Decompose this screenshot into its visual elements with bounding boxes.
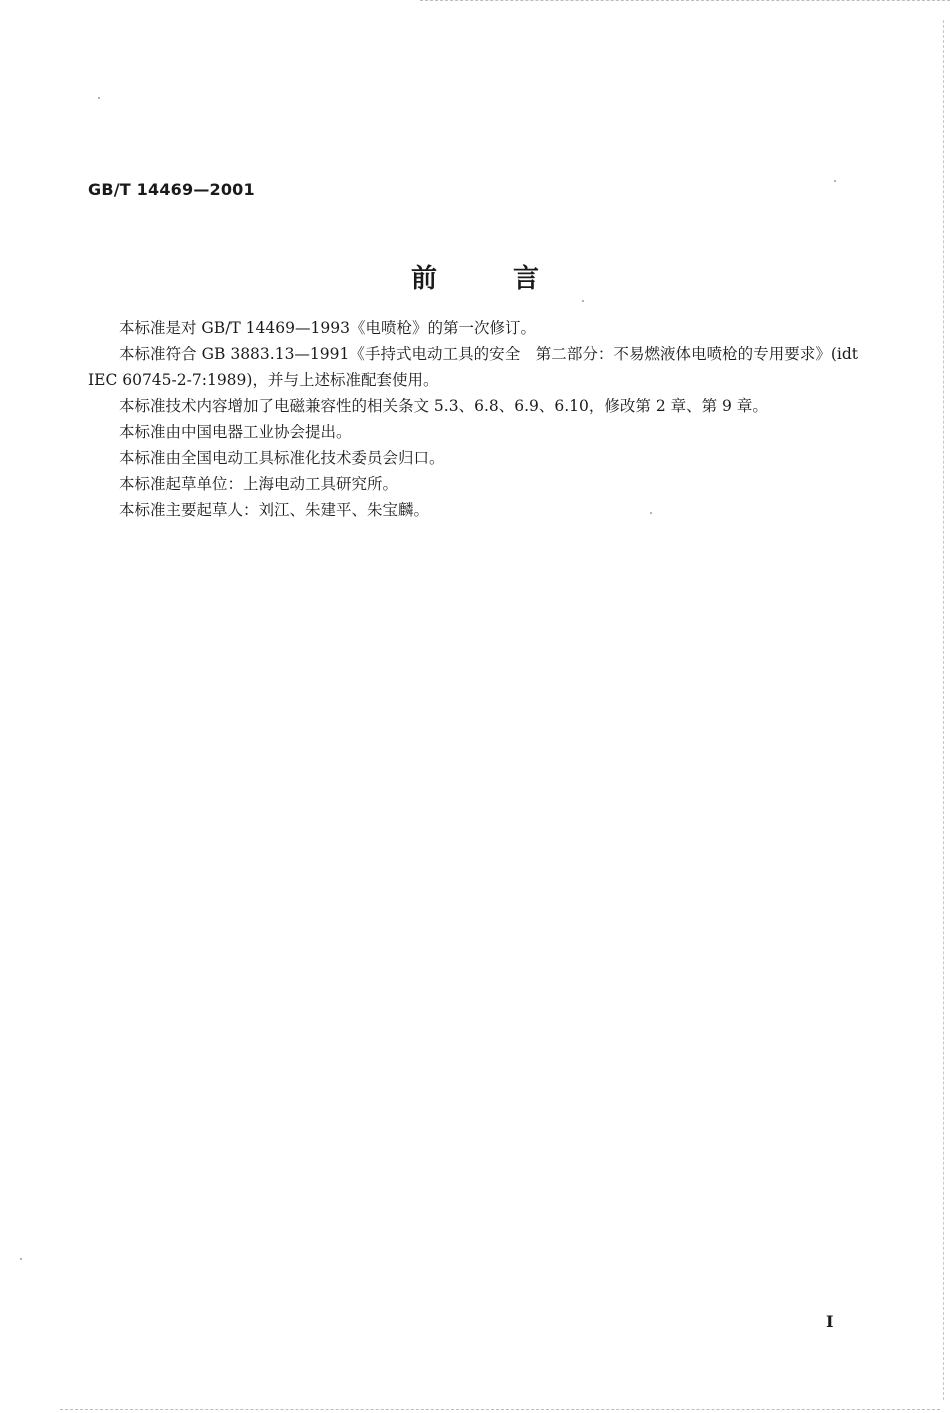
scan-speck — [98, 97, 100, 99]
page-title: 前言 — [410, 264, 615, 294]
scan-edge-bottom — [60, 1409, 940, 1410]
paragraph-drafting-unit: 本标准起草单位：上海电动工具研究所。 — [119, 475, 399, 493]
paragraph-proposer: 本标准由中国电器工业协会提出。 — [119, 423, 352, 441]
scan-speck — [582, 300, 584, 302]
scan-speck — [834, 180, 836, 182]
paragraph-technical-content: 本标准技术内容增加了电磁兼容性的相关条文 5.3、6.8、6.9、6.10，修改第 2 章、第 9 章。 — [119, 397, 768, 415]
paragraph-committee: 本标准由全国电动工具标准化技术委员会归口。 — [119, 449, 445, 467]
foreword-body — [88, 315, 858, 523]
paragraph-revision: 本标准是对 GB/T 14469—1993《电喷枪》的第一次修订。 — [119, 319, 536, 337]
page-number: I — [826, 1312, 834, 1331]
scan-edge-top — [420, 0, 950, 1]
paragraph-drafters: 本标准主要起草人：刘江、朱建平、朱宝麟。 — [119, 501, 430, 519]
standard-number: GB/T 14469—2001 — [88, 180, 255, 199]
paragraph-conformity: 本标准符合 GB 3883.13—1991《手持式电动工具的安全 第二部分：不易燃液体电喷枪的专用要求》(idt IEC 60745-2-7:1989)，并与上述标准配套使用。 — [88, 345, 858, 389]
scan-edge-right — [943, 20, 944, 1400]
scan-speck — [20, 1258, 22, 1260]
